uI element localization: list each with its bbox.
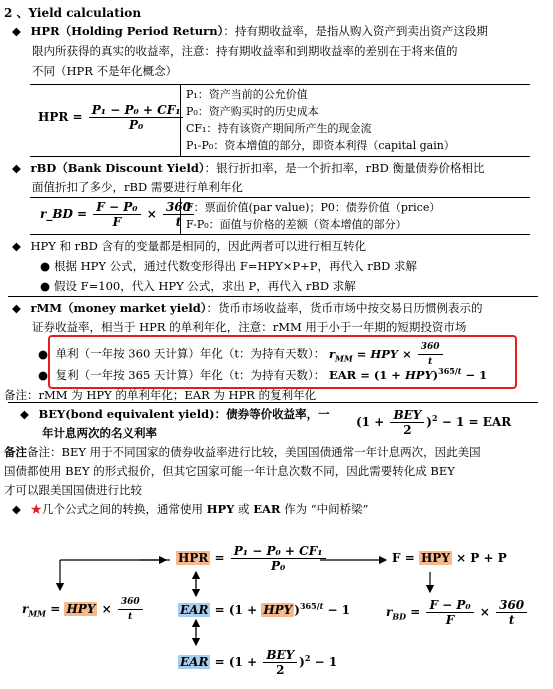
hpr-formula-num: P₁ − P₀ + CF₁	[89, 103, 184, 118]
rbd-title: rBD（Bank Discount Yield）	[30, 161, 205, 175]
bridge-hpr-den: P₀	[271, 559, 286, 573]
rmm-simple-label: 单利（一年按 360 天计算）年化（t：为持有天数）：	[55, 346, 326, 361]
conversion-text: HPY 和 rBD 含有的变量都是相同的，因此两者可以进行相互转化	[30, 239, 367, 253]
hpr-def: CF₁：持有该资产期间所产生的现金流	[186, 122, 372, 135]
hpr-def: P₁-P₀：资本增值的部分，即资本利得（capital gain）	[186, 139, 455, 152]
bridge-ear2-den: 2	[276, 663, 285, 677]
bey-note-3: 才可以跟美国国债进行比较	[4, 483, 142, 497]
bridge-ear2-mid: = (1 +	[214, 655, 258, 669]
bey-formula: (1 + $\frac{\text{BEY}}{2}$ )$^2$ − 1 = EAR	[356, 408, 512, 437]
bridge-rmm-den: t	[128, 612, 133, 622]
bridge-ear2-num: BEY	[263, 648, 297, 663]
bridge-hpr-label: HPR	[178, 551, 209, 565]
bridge-rbd-num: F − P₀	[426, 598, 473, 613]
rbd-formula-num2: 360	[163, 200, 194, 215]
rbd-desc-1: ：银行折扣率，是一个折扣率，rBD 衡量债券价格相比	[204, 161, 485, 175]
bey-note-1-text: 备注：BEY 用于不同国家的债券收益率进行比较，美国国债通常一年计息两次，因此美国	[27, 445, 481, 459]
hpr-formula-den: P₀	[128, 118, 144, 132]
diamond-bullet-icon: ◆	[12, 239, 21, 253]
bridge-rmm-hpy: HPY	[66, 602, 96, 616]
bridge-ear-formula: EAR = (1 + HPY )$^{365/t}$ − 1	[180, 601, 351, 617]
rmm-desc-1: ：货币市场收益率，货币市场中按交易日历惯例表示的	[206, 301, 483, 315]
bridge-ear-hpy: HPY	[263, 603, 293, 617]
bridge-rbd-den: F	[445, 613, 455, 627]
bey-note-1: 备注备注：BEY 用于不同国家的债券收益率进行比较，美国国债通常一年计息两次，因此美国	[4, 445, 481, 459]
rmm-compound-label: 复利（一年按 365 天计算）年化（t：为持有天数）：	[55, 367, 326, 382]
times-symbol: ×	[479, 605, 490, 619]
bridge-f-rhs: × P + P	[456, 551, 507, 565]
rbd-def: F-P₀：面值与价格的差额（资本增值的部分）	[186, 218, 407, 231]
hpr-desc-1: ：持有期收益率，是指从购入资产到卖出资产这段期	[223, 24, 488, 38]
bridge-title-and: 或	[234, 502, 254, 516]
rmm-desc-2: 证券收益率，相当于 HPR 的单利年化，注意：rMM 用于小于一年期的短期投资市场	[32, 320, 467, 334]
bridge-f-hpy: HPY	[420, 551, 450, 565]
hpr-def: P₀：资产购买时的历史成本	[186, 105, 319, 118]
bridge-rmm-formula: $r_{MM}$ = HPY × $\frac{360}{t}$	[22, 595, 145, 624]
dot-bullet-icon: ●	[40, 279, 51, 293]
rbd-formula-num: F − P₀	[93, 200, 140, 215]
diamond-bullet-icon: ◆	[20, 407, 29, 421]
rmm-simple-formula: $r_{MM}$ = HPY × $\frac{360}{t}$	[329, 347, 445, 361]
times-symbol: ×	[146, 207, 157, 221]
rmm-title: rMM（money market yield）	[30, 301, 207, 315]
rbd-formula-den: F	[112, 215, 122, 229]
diamond-bullet-icon: ◆	[12, 502, 21, 516]
bridge-hpr-formula	[176, 544, 328, 573]
bey-title: BEY(bond equivalent yield)	[38, 407, 215, 421]
rbd-desc-2: 面值折扣了多少，rBD 需要进行单利年化	[32, 180, 243, 194]
equals-symbol: =	[214, 551, 225, 565]
bridge-f-formula	[392, 551, 507, 565]
rmm-compound-formula: EAR = (1 + HPY)$^{365/t}$ − 1	[328, 366, 488, 382]
bridge-ear2-label: EAR	[180, 655, 209, 669]
star-icon: ★	[30, 502, 43, 516]
diamond-bullet-icon: ◆	[12, 24, 21, 38]
dot-bullet-icon: ●	[38, 367, 49, 382]
bridge-rbd-num2: 360	[496, 598, 527, 613]
bridge-hpr-num: P₁ − P₀ + CF₁	[231, 544, 326, 559]
hpr-formula-lhs: HPR =	[38, 110, 83, 124]
diamond-bullet-icon: ◆	[12, 301, 21, 315]
bridge-ear2-formula: EAR = (1 + $\frac{\text{BEY}}{2}$ )$^2$ − 1	[180, 648, 338, 677]
bey-desc-2: 年计息两次的名义利率	[42, 426, 157, 440]
bridge-ear-mid: = (1 +	[214, 603, 258, 617]
section-heading: 2 、Yield calculation	[4, 6, 142, 20]
hpr-desc-3: 不同（HPR 不是年化概念）	[32, 64, 178, 78]
bey-desc-1: ：债券等价收益率，一	[214, 407, 330, 421]
bridge-f-lhs: F =	[392, 551, 415, 565]
bridge-title-post: 作为 “中间桥梁”	[280, 502, 369, 516]
rbd-formula-den2: t	[175, 215, 182, 229]
bridge-rbd-den2: t	[508, 613, 515, 627]
hpr-def: P₁：资产当前的公允价值	[186, 88, 308, 101]
hpr-desc-2: 限内所获得的真实的收益率，注意：持有期收益率和到期收益率的差别在于将来值的	[32, 44, 458, 58]
rbd-def: F：票面价值(par value)；P0：债券价值（price）	[186, 201, 441, 214]
bridge-title-ear: EAR	[253, 502, 281, 516]
dot-bullet-icon: ●	[38, 346, 49, 361]
rbd-formula-lhs: r_BD =	[40, 207, 88, 221]
rmm-note: 备注：rMM 为 HPY 的单利年化；EAR 为 HPR 的复利年化	[4, 388, 317, 402]
bridge-ear-label: EAR	[180, 603, 209, 617]
bridge-title-pre: 几个公式之间的转换，通常使用	[42, 502, 207, 516]
times-symbol: ×	[101, 602, 112, 616]
bridge-title-hpy: HPY	[206, 502, 235, 516]
conversion-sub-1-text: 根据 HPY 公式，通过代数变形得出 F=HPY×P+P，再代入 rBD 求解	[54, 259, 418, 273]
bridge-rbd-formula: $r_{BD}$ = $\frac{\text{F − P₀}}{F}$ × $\frac{360}{t}$	[386, 598, 529, 627]
bridge-rmm-num: 360	[118, 595, 143, 610]
dot-bullet-icon: ●	[40, 259, 51, 273]
bey-note-2: 国债都使用 BEY 的形式报价，但其它国家可能一年计息次数不同，因此需要转化成 BEY	[4, 464, 455, 478]
conversion-sub-2-text: 假设 F=100，代入 HPY 公式，求出 P，再代入 rBD 求解	[54, 279, 356, 293]
hpr-title: HPR（Holding Period Return）	[30, 24, 224, 38]
diamond-bullet-icon: ◆	[12, 161, 21, 175]
